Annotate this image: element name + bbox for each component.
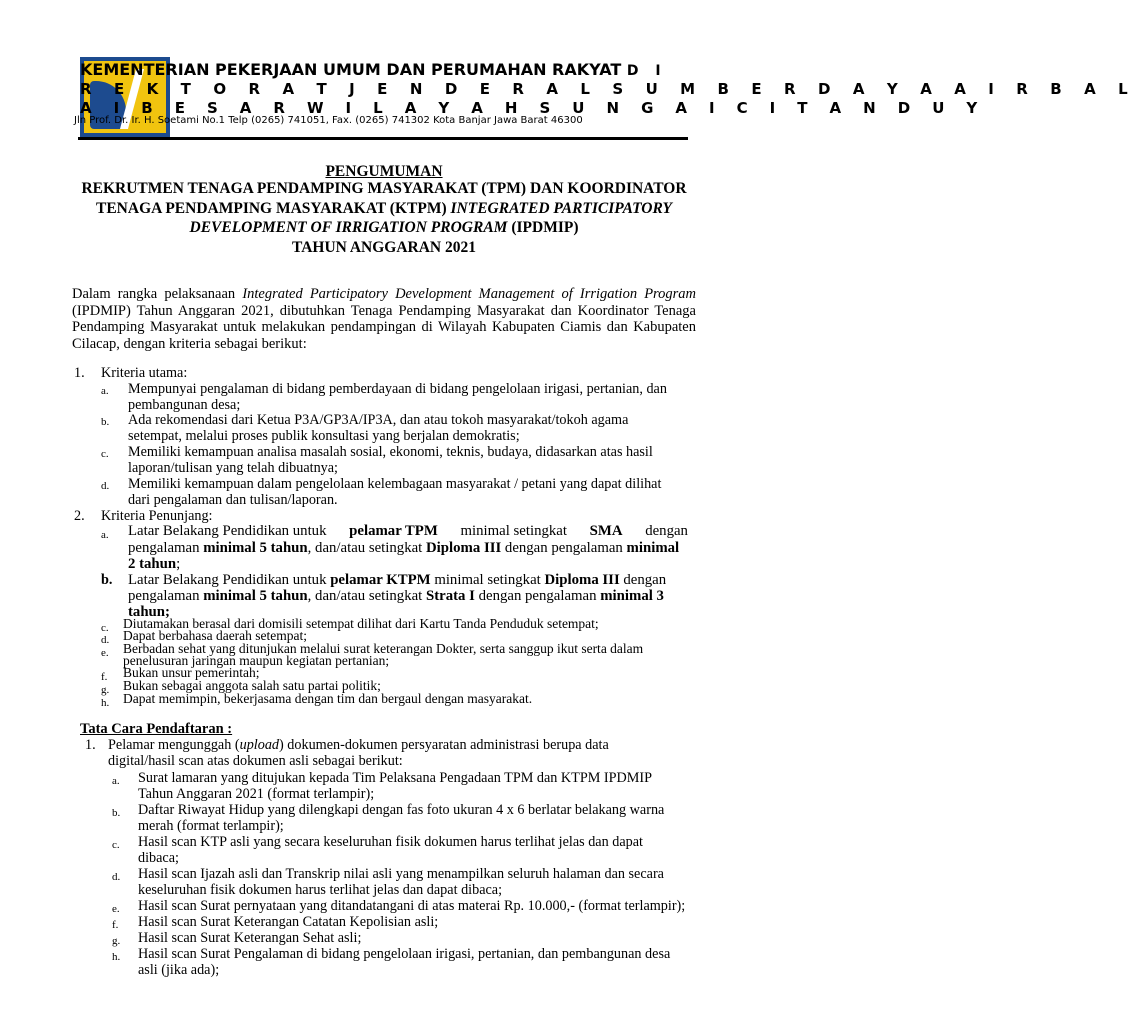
k1-a-text: Mempunyai pengalaman di bidang pemberdayaan di bidang pengelolaan irigasi, pertanian, dan (128, 381, 667, 397)
tata-b-marker: b. (112, 807, 121, 819)
k2-a-marker: a. (101, 529, 109, 541)
tata-g-text: Hasil scan Surat Keterangan Sehat asli; (138, 930, 362, 946)
tata-a-marker: a. (112, 775, 120, 787)
k2-a-b6: 2 tahun (128, 556, 177, 572)
k2-a-t6: dengan pengalaman (504, 540, 623, 556)
tata-intro (108, 737, 609, 753)
k2-b-b5: minimal 3 (600, 588, 664, 604)
tata-b-text-2: merah (format terlampir); (138, 818, 284, 834)
k1-c-text-2: laporan/tulisan yang telah dibuatnya; (128, 460, 338, 476)
k1-b-marker: b. (101, 416, 110, 428)
k2-e-marker: e. (101, 647, 109, 659)
k2-b-t5: , dan/atau setingkat (307, 588, 423, 604)
k2-b-line-2 (128, 588, 664, 604)
header-ministry (80, 60, 667, 79)
k2-g-text: Bukan sebagai anggota salah satu partai politik; (123, 678, 381, 693)
k2-a-line-2 (128, 540, 679, 556)
k2-c-marker: c. (101, 622, 109, 634)
k2-b-t4: pengalaman (128, 588, 200, 604)
k1-a-text-2: pembangunan desa; (128, 397, 241, 413)
k2-e-text-2: penelusuran jaringan maupun kegiatan pertanian; (123, 653, 390, 668)
tata-h-text: Hasil scan Surat Pengalaman di bidang pengelolaan irigasi, pertanian, dan pembangunan desa (138, 946, 671, 962)
header-ministry-name: KEMENTERIAN PEKERJAAN UMUM DAN PERUMAHAN RAKYAT (80, 60, 622, 79)
title-line-3 (72, 218, 696, 238)
k2-f-marker: f. (101, 671, 108, 683)
k2-a-b1: pelamar TPM (349, 523, 438, 539)
title-line-3-normal: (IPDMIP) (511, 219, 579, 236)
k1-c-marker: c. (101, 448, 109, 460)
k2-h-marker: h. (101, 697, 110, 709)
k2-b-t1: Latar Belakang Pendidikan untuk (128, 572, 327, 588)
k2-d-text: Dapat berbahasa daerah setempat; (123, 628, 308, 643)
header-divider (78, 137, 688, 140)
k2-a-b4: Diploma III (425, 540, 502, 556)
k2-a-b3: minimal 5 tahun (203, 540, 308, 556)
k2-b-b4: Strata I (425, 588, 475, 604)
k2-number: 2. (74, 508, 85, 524)
k1-a-marker: a. (101, 385, 109, 397)
tata-b-text: Daftar Riwayat Hidup yang dilengkapi dengan fas foto ukuran 4 x 6 berlatar belakang warna (138, 802, 665, 818)
k2-b-t2: minimal setingkat (434, 572, 541, 588)
tata-intro-upload: upload (239, 737, 280, 753)
k2-g-marker: g. (101, 684, 110, 696)
k1-b-text: Ada rekomendasi dari Ketua P3A/GP3A/IP3A, dan atau tokoh masyarakat/tokoh agama (128, 412, 629, 428)
k2-b-t6: dengan pengalaman (478, 588, 597, 604)
k2-e-text: Berbadan sehat yang ditunjukan melalui surat keterangan Dokter, serta sanggup ikut serta dalam (123, 641, 644, 656)
tata-c-text-2: dibaca; (138, 850, 179, 866)
k1-number: 1. (74, 365, 85, 381)
title-line-3-italic: DEVELOPMENT OF IRRIGATION PROGRAM (189, 219, 508, 236)
header-ministry-tail: D I (626, 63, 667, 79)
k2-b-line-1 (128, 572, 666, 588)
tata-d-text-2: keseluruhan fisik dokumen harus terlihat jelas dan dapat dibaca; (138, 882, 503, 898)
k2-b-b6: tahun; (128, 604, 170, 620)
tata-h-marker: h. (112, 951, 121, 963)
header-river-office: A I B E S A R W I L A Y A H S U N G A I C I T A N D U Y (80, 99, 986, 117)
tata-a-text-2: Tahun Anggaran 2021 (format terlampir); (138, 786, 375, 802)
k1-d-marker: d. (101, 480, 110, 492)
k2-b-b3: minimal 5 tahun (203, 588, 308, 604)
tata-number: 1. (85, 737, 96, 753)
tata-d-marker: d. (112, 871, 121, 883)
k2-a-line-3: 2 tahun; (128, 556, 181, 572)
tata-f-text: Hasil scan Surat Keterangan Catatan Kepolisian asli; (138, 914, 439, 930)
k2-a-t1: Latar Belakang Pendidikan untuk (128, 523, 327, 539)
tata-a-text: Surat lamaran yang ditujukan kepada Tim Pelaksana Pengadaan TPM dan KTPM IPDMIP (138, 770, 652, 786)
k2-b-marker: b. (101, 572, 113, 588)
k2-a-t4: pengalaman (128, 540, 200, 556)
tata-d-text: Hasil scan Ijazah asli dan Transkrip nilai asli yang menampilkan seluruh halaman dan secara (138, 866, 664, 882)
k2-a-b2: SMA (589, 523, 623, 539)
tata-e-text: Hasil scan Surat pernyataan yang ditandatangani di atas materai Rp. 10.000,- (format terlampir); (138, 898, 686, 914)
k2-a-t3: dengan (645, 523, 688, 539)
header-address: Jln Prof. Dr. Ir. H. Soetami No.1 Telp (0265) 741051, Fax. (0265) 741302 Kota Banjar Jawa Barat 46300 (74, 115, 583, 126)
k1-d-text-2: dari pengalaman dan tulisan/laporan. (128, 492, 338, 508)
tata-e-marker: e. (112, 903, 120, 915)
title-line-2-normal: TENAGA PENDAMPING MASYARAKAT (KTPM) (96, 199, 447, 217)
registration-heading: Tata Cara Pendaftaran : (80, 721, 233, 737)
k2-b-b2: Diploma III (544, 572, 620, 588)
intro-paragraph (72, 286, 696, 352)
k1-c-text: Memiliki kemampuan analisa masalah sosial, ekonomi, teknis, budaya, didasarkan atas hasil (128, 444, 653, 460)
k2-b-t3: dengan (623, 572, 667, 588)
title-line-2 (72, 199, 696, 219)
tata-intro-c: ) dokumen-dokumen persyaratan administrasi berupa data (279, 737, 609, 753)
k2-c-text: Diutamakan berasal dari domisili setempat dilihat dari Kartu Tanda Penduduk setempat; (123, 616, 599, 631)
k2-f-text: Bukan unsur pemerintah; (123, 665, 260, 680)
tata-f-marker: f. (112, 919, 119, 931)
announcement-label: PENGUMUMAN (325, 163, 443, 180)
intro-text-a: Dalam rangka pelaksanaan (72, 286, 236, 302)
k2-d-marker: d. (101, 634, 110, 646)
tata-h-text-2: asli (jika ada); (138, 962, 220, 978)
title-line-1: REKRUTMEN TENAGA PENDAMPING MASYARAKAT (TPM) DAN KOORDINATOR (81, 180, 687, 197)
tata-c-text: Hasil scan KTP asli yang secara keseluruhan fisik dokumen harus terlihat jelas dan dapat (138, 834, 643, 850)
k1-b-text-2: setempat, melalui proses publik konsultasi yang berjalan demokratis; (128, 428, 520, 444)
k1-title: Kriteria utama: (101, 365, 188, 381)
title-line-4: TAHUN ANGGARAN 2021 (292, 238, 476, 256)
k2-a-b5: minimal (626, 540, 680, 556)
tata-g-marker: g. (112, 935, 121, 947)
k2-a-t2: minimal setingkat (460, 523, 567, 539)
k2-h-text: Dapat memimpin, bekerjasama dengan tim dan bergaul dengan masyarakat. (123, 691, 533, 706)
k1-d-text: Memiliki kemampuan dalam pengelolaan kelembagaan masyarakat / petani yang dapat dilihat (128, 476, 662, 492)
tata-intro-a: Pelamar mengunggah ( (108, 737, 240, 753)
tata-intro-2: digital/hasil scan atas dokumen asli sebagai berikut: (108, 753, 403, 769)
header-directorate: R E K T O R A T J E N D E R A L S U M B E R D A Y A A I R B A L (80, 80, 1136, 98)
intro-text-c: (IPDMIP) Tahun Anggaran 2021, dibutuhkan Tenaga Pendamping Masyarakat dan Koordinator Tenaga Pendamping Masyarakat untuk melakukan pendampingan di Wilayah Kabupaten Ciamis dan Kabupaten Cilacap, dengan kriteria sebagai berikut: (72, 302, 696, 352)
k2-title: Kriteria Penunjang: (101, 508, 213, 524)
k2-a-line-1 (128, 523, 688, 539)
document-title (72, 179, 696, 257)
k2-b-b1: pelamar KTPM (330, 572, 431, 588)
title-line-2-italic: INTEGRATED PARTICIPATORY (450, 199, 672, 217)
tata-c-marker: c. (112, 839, 120, 851)
k2-a-t5: , dan/atau setingkat (307, 540, 423, 556)
intro-program-name: Integrated Participatory Development Management of Irrigation Program (242, 286, 697, 302)
